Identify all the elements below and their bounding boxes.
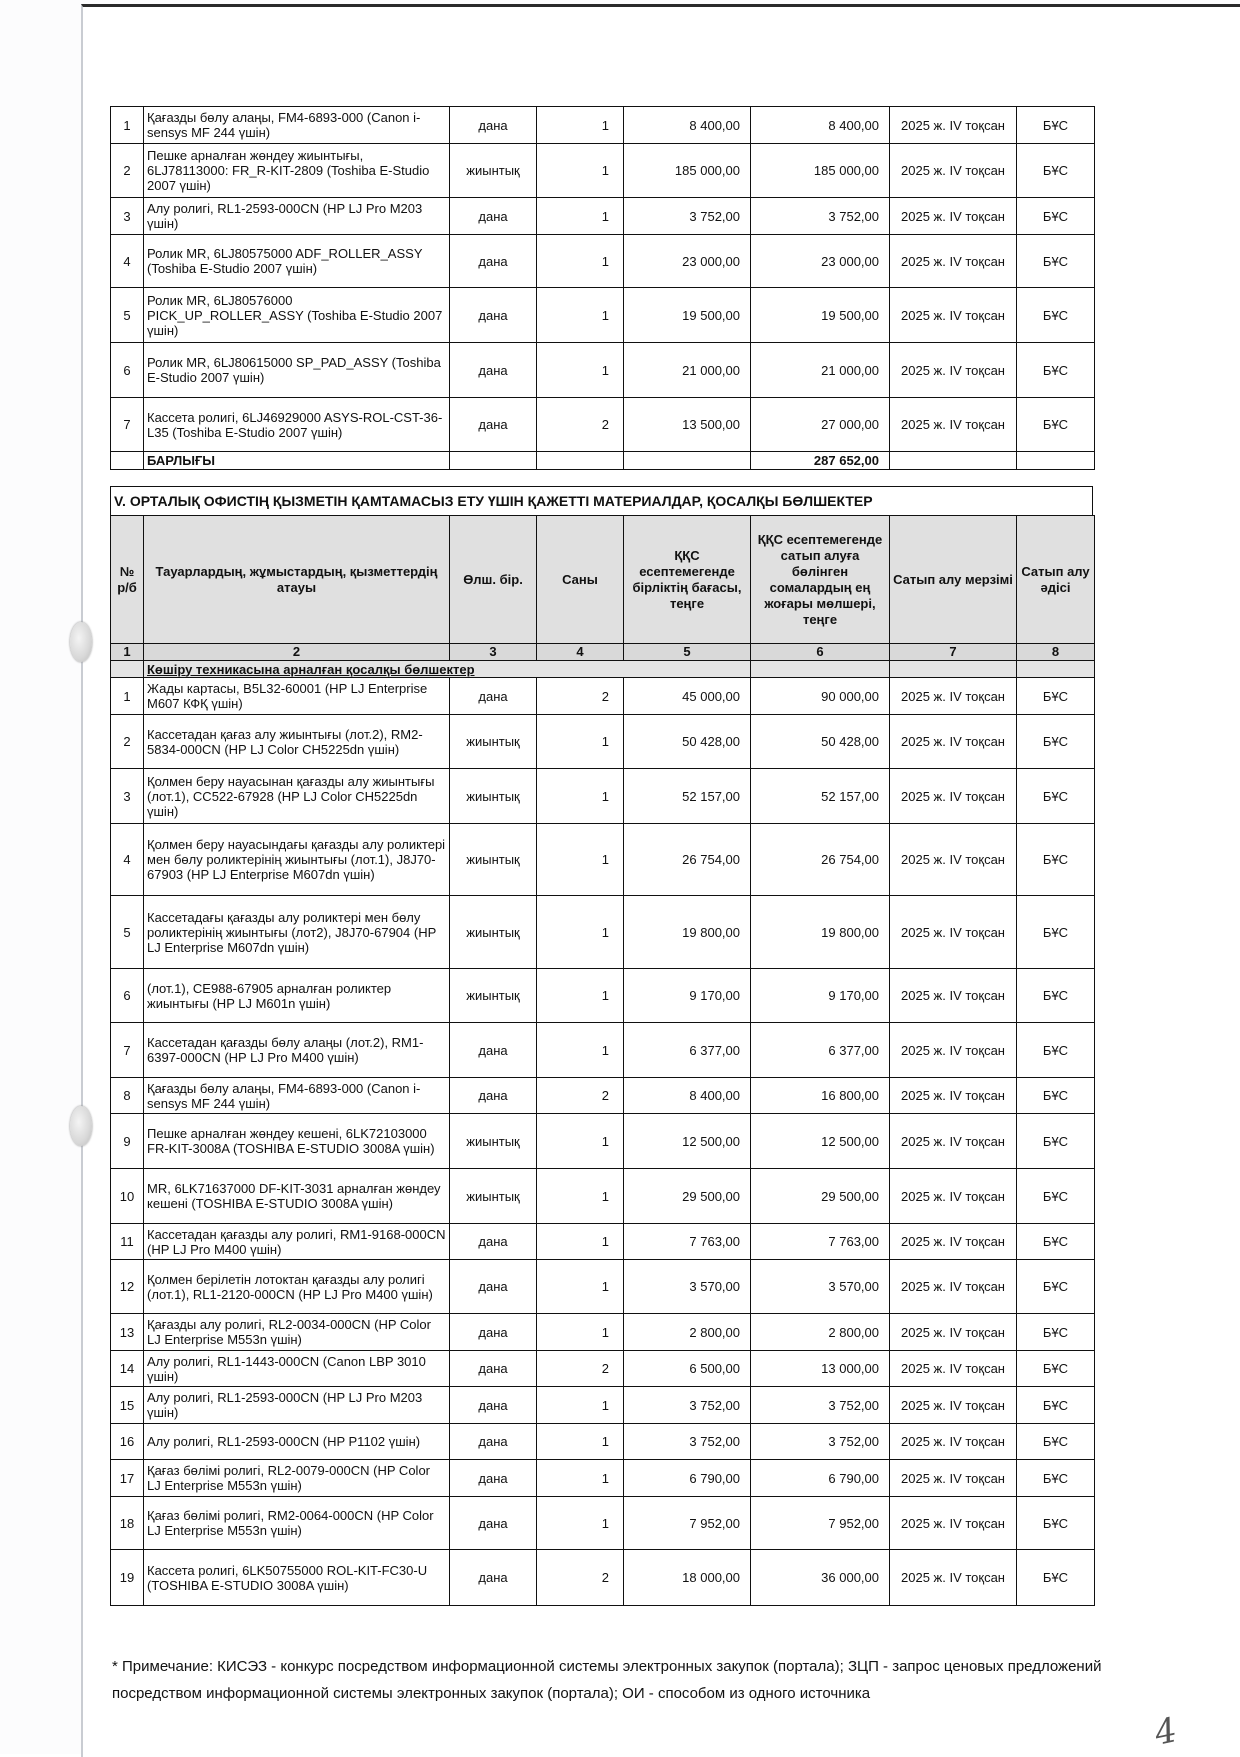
- unit: дана: [450, 288, 537, 343]
- column-number: 2: [144, 644, 450, 661]
- purchase-method: БҰС: [1017, 1260, 1095, 1314]
- row-number: 7: [111, 1023, 144, 1078]
- purchase-term: 2025 ж. IV тоқсан: [890, 198, 1017, 235]
- handwritten-page-number: 4: [1151, 1710, 1181, 1754]
- unit: дана: [450, 1424, 537, 1460]
- row-number: 3: [111, 198, 144, 235]
- table-row: [111, 1023, 1095, 1078]
- quantity: 1: [537, 1023, 624, 1078]
- row-number: 5: [111, 288, 144, 343]
- subsection-blank: [890, 661, 1017, 678]
- purchase-method: БҰС: [1017, 1314, 1095, 1351]
- quantity: 1: [537, 969, 624, 1023]
- purchase-term: 2025 ж. IV тоқсан: [890, 1387, 1017, 1424]
- item-name: MR, 6LK71637000 DF-KIT-3031 арналған жөндеу кешені (TOSHIBA E-STUDIO 3008A үшін): [144, 1169, 450, 1224]
- item-name: Алу ролигі, RL1-2593-000CN (HP LJ Pro M203 үшін): [144, 1387, 450, 1424]
- item-name: Алу ролигі, RL1-2593-000CN (HP P1102 үшін): [144, 1424, 450, 1460]
- max-sum: 21 000,00: [751, 343, 890, 398]
- header-number: № р/б: [111, 516, 144, 644]
- quantity: 2: [537, 1078, 624, 1114]
- unit-price: 21 000,00: [624, 343, 751, 398]
- row-number: 4: [111, 824, 144, 896]
- table-row: [111, 1460, 1095, 1497]
- quantity: 2: [537, 1550, 624, 1606]
- item-name: Жады картасы, B5L32-60001 (HP LJ Enterprise M607 КФҚ үшін): [144, 678, 450, 715]
- quantity: 1: [537, 1169, 624, 1224]
- row-number: 11: [111, 1224, 144, 1260]
- row-number: 2: [111, 715, 144, 769]
- table-row: [111, 144, 1095, 198]
- unit: жиынтық: [450, 144, 537, 198]
- max-sum: 50 428,00: [751, 715, 890, 769]
- total-blank: [111, 452, 144, 470]
- purchase-term: 2025 ж. IV тоқсан: [890, 1260, 1017, 1314]
- row-number: 19: [111, 1550, 144, 1606]
- item-name: Кассета ролигі, 6LJ46929000 ASYS-ROL-CST-36-L35 (Toshiba E-Studio 2007 үшін): [144, 398, 450, 452]
- purchase-method: БҰС: [1017, 107, 1095, 144]
- item-name: (лот.1), CE988-67905 арналған роликтер жиынтығы (HP LJ M601n үшін): [144, 969, 450, 1023]
- max-sum: 29 500,00: [751, 1169, 890, 1224]
- unit: дана: [450, 1497, 537, 1550]
- header-term: Сатып алу мерзімі: [890, 516, 1017, 644]
- unit-price: 185 000,00: [624, 144, 751, 198]
- purchase-method: БҰС: [1017, 824, 1095, 896]
- table-row: [111, 769, 1095, 824]
- max-sum: 185 000,00: [751, 144, 890, 198]
- section-5-table: [110, 515, 1095, 1606]
- purchase-term: 2025 ж. IV тоқсан: [890, 1314, 1017, 1351]
- subsection-title: Көшіру техникасына арналған қосалқы бөлшектер: [144, 661, 751, 678]
- quantity: 1: [537, 1387, 624, 1424]
- quantity: 2: [537, 1351, 624, 1387]
- max-sum: 3 570,00: [751, 1260, 890, 1314]
- quantity: 1: [537, 235, 624, 288]
- max-sum: 12 500,00: [751, 1114, 890, 1169]
- unit: дана: [450, 1224, 537, 1260]
- row-number: 13: [111, 1314, 144, 1351]
- unit-price: 19 500,00: [624, 288, 751, 343]
- purchase-term: 2025 ж. IV тоқсан: [890, 1424, 1017, 1460]
- column-number: 8: [1017, 644, 1095, 661]
- item-name: Пешке арналған жөндеу жиынтығы, 6LJ78113000: FR_R-KIT-2809 (Toshiba E-Studio 2007 үшін): [144, 144, 450, 198]
- purchase-method: БҰС: [1017, 715, 1095, 769]
- quantity: 1: [537, 715, 624, 769]
- item-name: Пешке арналған жөндеу кешені, 6LK72103000 FR-KIT-3008A (TOSHIBA E-STUDIO 3008A үшін): [144, 1114, 450, 1169]
- max-sum: 36 000,00: [751, 1550, 890, 1606]
- quantity: 1: [537, 1460, 624, 1497]
- total-blank: [450, 452, 537, 470]
- previous-section-table: [110, 106, 1095, 470]
- item-name: Ролик MR, 6LJ80576000 PICK_UP_ROLLER_ASSY (Toshiba E-Studio 2007 үшін): [144, 288, 450, 343]
- header-unit: Өлш. бір.: [450, 516, 537, 644]
- purchase-term: 2025 ж. IV тоқсан: [890, 288, 1017, 343]
- max-sum: 2 800,00: [751, 1314, 890, 1351]
- table-row: [111, 1314, 1095, 1351]
- punch-hole: [70, 622, 92, 662]
- table-row: [111, 288, 1095, 343]
- max-sum: 90 000,00: [751, 678, 890, 715]
- unit: дана: [450, 398, 537, 452]
- unit: дана: [450, 1387, 537, 1424]
- unit: жиынтық: [450, 1114, 537, 1169]
- column-number: 3: [450, 644, 537, 661]
- unit-price: 8 400,00: [624, 107, 751, 144]
- table-row: [111, 1351, 1095, 1387]
- unit: дана: [450, 1460, 537, 1497]
- unit: жиынтық: [450, 896, 537, 969]
- item-name: Кассетадан қағазды бөлу алаңы (лот.2), RM1-6397-000CN (HP LJ Pro M400 үшін): [144, 1023, 450, 1078]
- row-number: 6: [111, 969, 144, 1023]
- quantity: 1: [537, 1314, 624, 1351]
- unit: дана: [450, 1314, 537, 1351]
- max-sum: 3 752,00: [751, 1424, 890, 1460]
- unit-price: 7 952,00: [624, 1497, 751, 1550]
- purchase-term: 2025 ж. IV тоқсан: [890, 896, 1017, 969]
- purchase-method: БҰС: [1017, 969, 1095, 1023]
- purchase-method: БҰС: [1017, 288, 1095, 343]
- purchase-term: 2025 ж. IV тоқсан: [890, 1078, 1017, 1114]
- purchase-term: 2025 ж. IV тоқсан: [890, 1497, 1017, 1550]
- row-number: 5: [111, 896, 144, 969]
- table-row: [111, 1114, 1095, 1169]
- section-title: V. ОРТАЛЫҚ ОФИСТІҢ ҚЫЗМЕТІН ҚАМТАМАСЫЗ ЕТУ ҮШІН ҚАЖЕТТІ МАТЕРИАЛДАР, ҚОСАЛҚЫ БӨЛШЕКТЕР: [110, 486, 1093, 515]
- unit-price: 50 428,00: [624, 715, 751, 769]
- table-row: [111, 824, 1095, 896]
- unit-price: 7 763,00: [624, 1224, 751, 1260]
- row-number: 12: [111, 1260, 144, 1314]
- item-name: Қолмен берілетін лотоктан қағазды алу ролигі (лот.1), RL1-2120-000CN (HP LJ Pro M400 үшін): [144, 1260, 450, 1314]
- purchase-method: БҰС: [1017, 1550, 1095, 1606]
- table-row: [111, 1424, 1095, 1460]
- unit: жиынтық: [450, 824, 537, 896]
- table-row: [111, 1224, 1095, 1260]
- purchase-method: БҰС: [1017, 398, 1095, 452]
- item-name: Ролик MR, 6LJ80615000 SP_PAD_ASSY (Toshiba E-Studio 2007 үшін): [144, 343, 450, 398]
- table-row: [111, 198, 1095, 235]
- unit: жиынтық: [450, 969, 537, 1023]
- column-number: 4: [537, 644, 624, 661]
- unit: дана: [450, 1023, 537, 1078]
- purchase-method: БҰС: [1017, 1169, 1095, 1224]
- item-name: Алу ролигі, RL1-1443-000CN (Canon LBP 3010 үшін): [144, 1351, 450, 1387]
- purchase-method: БҰС: [1017, 896, 1095, 969]
- quantity: 1: [537, 144, 624, 198]
- max-sum: 52 157,00: [751, 769, 890, 824]
- unit-price: 45 000,00: [624, 678, 751, 715]
- total-label: БАРЛЫҒЫ: [144, 452, 450, 470]
- total-blank: [624, 452, 751, 470]
- quantity: 1: [537, 288, 624, 343]
- item-name: Қағаз бөлімі ролигі, RM2-0064-000CN (HP Color LJ Enterprise M553n үшін): [144, 1497, 450, 1550]
- purchase-term: 2025 ж. IV тоқсан: [890, 144, 1017, 198]
- row-number: 7: [111, 398, 144, 452]
- unit: дана: [450, 1550, 537, 1606]
- purchase-term: 2025 ж. IV тоқсан: [890, 107, 1017, 144]
- purchase-term: 2025 ж. IV тоқсан: [890, 1460, 1017, 1497]
- column-number: 7: [890, 644, 1017, 661]
- purchase-method: БҰС: [1017, 235, 1095, 288]
- purchase-method: БҰС: [1017, 1460, 1095, 1497]
- unit-price: 26 754,00: [624, 824, 751, 896]
- item-name: Қағаз бөлімі ролигі, RL2-0079-000CN (HP Color LJ Enterprise M553n үшін): [144, 1460, 450, 1497]
- max-sum: 27 000,00: [751, 398, 890, 452]
- purchase-method: БҰС: [1017, 769, 1095, 824]
- unit-price: 9 170,00: [624, 969, 751, 1023]
- quantity: 1: [537, 1224, 624, 1260]
- total-blank: [890, 452, 1017, 470]
- row-number: 14: [111, 1351, 144, 1387]
- purchase-term: 2025 ж. IV тоқсан: [890, 824, 1017, 896]
- table-row: [111, 1550, 1095, 1606]
- row-number: 9: [111, 1114, 144, 1169]
- table-row: [111, 896, 1095, 969]
- item-name: Қағазды бөлу алаңы, FM4-6893-000 (Canon i-sensys MF 244 үшін): [144, 107, 450, 144]
- row-number: 4: [111, 235, 144, 288]
- unit-price: 3 752,00: [624, 1387, 751, 1424]
- quantity: 1: [537, 769, 624, 824]
- item-name: Алу ролигі, RL1-2593-000CN (HP LJ Pro M203 үшін): [144, 198, 450, 235]
- item-name: Кассетадағы қағазды алу роликтері мен бөлу роликтерінің жиынтығы (лот2), J8J70-67904 (HP LJ Enterprise M607dn үшін): [144, 896, 450, 969]
- row-number: 1: [111, 678, 144, 715]
- purchase-method: БҰС: [1017, 1224, 1095, 1260]
- purchase-term: 2025 ж. IV тоқсан: [890, 1169, 1017, 1224]
- purchase-method: БҰС: [1017, 343, 1095, 398]
- row-number: 1: [111, 107, 144, 144]
- unit-price: 6 500,00: [624, 1351, 751, 1387]
- purchase-term: 2025 ж. IV тоқсан: [890, 678, 1017, 715]
- unit-price: 52 157,00: [624, 769, 751, 824]
- row-number: 10: [111, 1169, 144, 1224]
- total-blank: [1017, 452, 1095, 470]
- unit: дана: [450, 1078, 537, 1114]
- table-row: [111, 1497, 1095, 1550]
- row-number: 16: [111, 1424, 144, 1460]
- max-sum: 16 800,00: [751, 1078, 890, 1114]
- max-sum: 19 800,00: [751, 896, 890, 969]
- purchase-method: БҰС: [1017, 198, 1095, 235]
- item-name: Кассетадан қағазды алу ролигі, RM1-9168-000CN (HP LJ Pro M400 үшін): [144, 1224, 450, 1260]
- subsection-blank: [1017, 661, 1095, 678]
- max-sum: 6 377,00: [751, 1023, 890, 1078]
- purchase-method: БҰС: [1017, 1387, 1095, 1424]
- quantity: 1: [537, 896, 624, 969]
- purchase-method: БҰС: [1017, 1497, 1095, 1550]
- max-sum: 3 752,00: [751, 1387, 890, 1424]
- purchase-term: 2025 ж. IV тоқсан: [890, 343, 1017, 398]
- table-row: [111, 1260, 1095, 1314]
- unit: дана: [450, 1260, 537, 1314]
- header-quantity: Саны: [537, 516, 624, 644]
- table-row: [111, 235, 1095, 288]
- unit-price: 19 800,00: [624, 896, 751, 969]
- max-sum: 9 170,00: [751, 969, 890, 1023]
- table-row: [111, 1169, 1095, 1224]
- quantity: 1: [537, 1497, 624, 1550]
- table-row: [111, 715, 1095, 769]
- unit: жиынтық: [450, 715, 537, 769]
- purchase-method: БҰС: [1017, 144, 1095, 198]
- unit: дана: [450, 343, 537, 398]
- item-name: Ролик MR, 6LJ80575000 ADF_ROLLER_ASSY (Toshiba E-Studio 2007 үшін): [144, 235, 450, 288]
- table-row: [111, 1078, 1095, 1114]
- subsection-blank: [751, 661, 890, 678]
- row-number: 17: [111, 1460, 144, 1497]
- max-sum: 23 000,00: [751, 235, 890, 288]
- max-sum: 3 752,00: [751, 198, 890, 235]
- item-name: Қолмен беру науасындағы қағазды алу роликтері мен бөлу роликтерінің жиынтығы (лот.1), J8J70-67903 (HP LJ Enterprise M607dn үшін): [144, 824, 450, 896]
- row-number: 18: [111, 1497, 144, 1550]
- header-method: Сатып алу әдісі: [1017, 516, 1095, 644]
- table-row: [111, 1387, 1095, 1424]
- subsection-blank: [111, 661, 144, 678]
- unit-price: 12 500,00: [624, 1114, 751, 1169]
- unit: жиынтық: [450, 1169, 537, 1224]
- column-number: 6: [751, 644, 890, 661]
- total-blank: [537, 452, 624, 470]
- purchase-method: БҰС: [1017, 1424, 1095, 1460]
- unit: дана: [450, 1351, 537, 1387]
- total-value: 287 652,00: [751, 452, 890, 470]
- quantity: 1: [537, 198, 624, 235]
- unit: дана: [450, 107, 537, 144]
- table-row: [111, 969, 1095, 1023]
- purchase-method: БҰС: [1017, 1351, 1095, 1387]
- max-sum: 19 500,00: [751, 288, 890, 343]
- purchase-method: БҰС: [1017, 1078, 1095, 1114]
- quantity: 1: [537, 343, 624, 398]
- table-row: [111, 107, 1095, 144]
- purchase-term: 2025 ж. IV тоқсан: [890, 1351, 1017, 1387]
- max-sum: 13 000,00: [751, 1351, 890, 1387]
- purchase-term: 2025 ж. IV тоқсан: [890, 235, 1017, 288]
- unit-price: 8 400,00: [624, 1078, 751, 1114]
- row-number: 3: [111, 769, 144, 824]
- header-max-sum: ҚҚС есептемегенде сатып алуға бөлінген сомалардың ең жоғары мөлшері, теңге: [751, 516, 890, 644]
- table-row: [111, 678, 1095, 715]
- header-unit-price: ҚҚС есептемегенде бірліктің бағасы, теңге: [624, 516, 751, 644]
- row-number: 15: [111, 1387, 144, 1424]
- purchase-term: 2025 ж. IV тоқсан: [890, 398, 1017, 452]
- purchase-method: БҰС: [1017, 1114, 1095, 1169]
- unit-price: 13 500,00: [624, 398, 751, 452]
- table-row: [111, 398, 1095, 452]
- quantity: 2: [537, 398, 624, 452]
- unit: жиынтық: [450, 769, 537, 824]
- item-name: Кассета ролигі, 6LK50755000 ROL-KIT-FC30-U (TOSHIBA E-STUDIO 3008A үшін): [144, 1550, 450, 1606]
- quantity: 1: [537, 824, 624, 896]
- purchase-term: 2025 ж. IV тоқсан: [890, 1023, 1017, 1078]
- purchase-term: 2025 ж. IV тоқсан: [890, 969, 1017, 1023]
- unit-price: 6 377,00: [624, 1023, 751, 1078]
- footnote: * Примечание: КИСЭЗ - конкурс посредством информационной системы электронных закупок (портала); ЗЦП - запрос ценовых предложений посредством информационной системы электронных закупок (портала); ОИ - способом из одного источника: [112, 1658, 1102, 1702]
- total-row: [111, 452, 1095, 470]
- purchase-term: 2025 ж. IV тоқсан: [890, 1550, 1017, 1606]
- purchase-term: 2025 ж. IV тоқсан: [890, 1114, 1017, 1169]
- table-row: [111, 343, 1095, 398]
- purchase-term: 2025 ж. IV тоқсан: [890, 715, 1017, 769]
- row-number: 8: [111, 1078, 144, 1114]
- unit-price: 3 752,00: [624, 198, 751, 235]
- column-number: 5: [624, 644, 751, 661]
- quantity: 1: [537, 1260, 624, 1314]
- row-number: 6: [111, 343, 144, 398]
- item-name: Кассетадан қағаз алу жиынтығы (лот.2), RM2-5834-000CN (HP LJ Color CH5225dn үшін): [144, 715, 450, 769]
- unit-price: 18 000,00: [624, 1550, 751, 1606]
- max-sum: 6 790,00: [751, 1460, 890, 1497]
- subsection-row: [111, 661, 1095, 678]
- item-name: Қағазды алу ролигі, RL2-0034-000CN (HP Color LJ Enterprise M553n үшін): [144, 1314, 450, 1351]
- quantity: 1: [537, 1424, 624, 1460]
- quantity: 1: [537, 1114, 624, 1169]
- purchase-term: 2025 ж. IV тоқсан: [890, 769, 1017, 824]
- purchase-term: 2025 ж. IV тоқсан: [890, 1224, 1017, 1260]
- unit: дана: [450, 678, 537, 715]
- unit-price: 29 500,00: [624, 1169, 751, 1224]
- max-sum: 26 754,00: [751, 824, 890, 896]
- row-number: 2: [111, 144, 144, 198]
- unit-price: 2 800,00: [624, 1314, 751, 1351]
- unit-price: 3 752,00: [624, 1424, 751, 1460]
- header-name: Тауарлардың, жұмыстардың, қызметтердің атауы: [144, 516, 450, 644]
- item-name: Қолмен беру науасынан қағазды алу жиынтығы (лот.1), CC522-67928 (HP LJ Color CH5225dn үшін): [144, 769, 450, 824]
- purchase-method: БҰС: [1017, 1023, 1095, 1078]
- quantity: 2: [537, 678, 624, 715]
- purchase-method: БҰС: [1017, 678, 1095, 715]
- punch-hole: [70, 1106, 92, 1146]
- header-row: [111, 516, 1095, 644]
- quantity: 1: [537, 107, 624, 144]
- unit-price: 6 790,00: [624, 1460, 751, 1497]
- unit-price: 3 570,00: [624, 1260, 751, 1314]
- unit: дана: [450, 198, 537, 235]
- unit-price: 23 000,00: [624, 235, 751, 288]
- column-number: 1: [111, 644, 144, 661]
- max-sum: 7 952,00: [751, 1497, 890, 1550]
- unit: дана: [450, 235, 537, 288]
- item-name: Қағазды бөлу алаңы, FM4-6893-000 (Canon i-sensys MF 244 үшін): [144, 1078, 450, 1114]
- max-sum: 7 763,00: [751, 1224, 890, 1260]
- max-sum: 8 400,00: [751, 107, 890, 144]
- column-number-row: [111, 644, 1095, 661]
